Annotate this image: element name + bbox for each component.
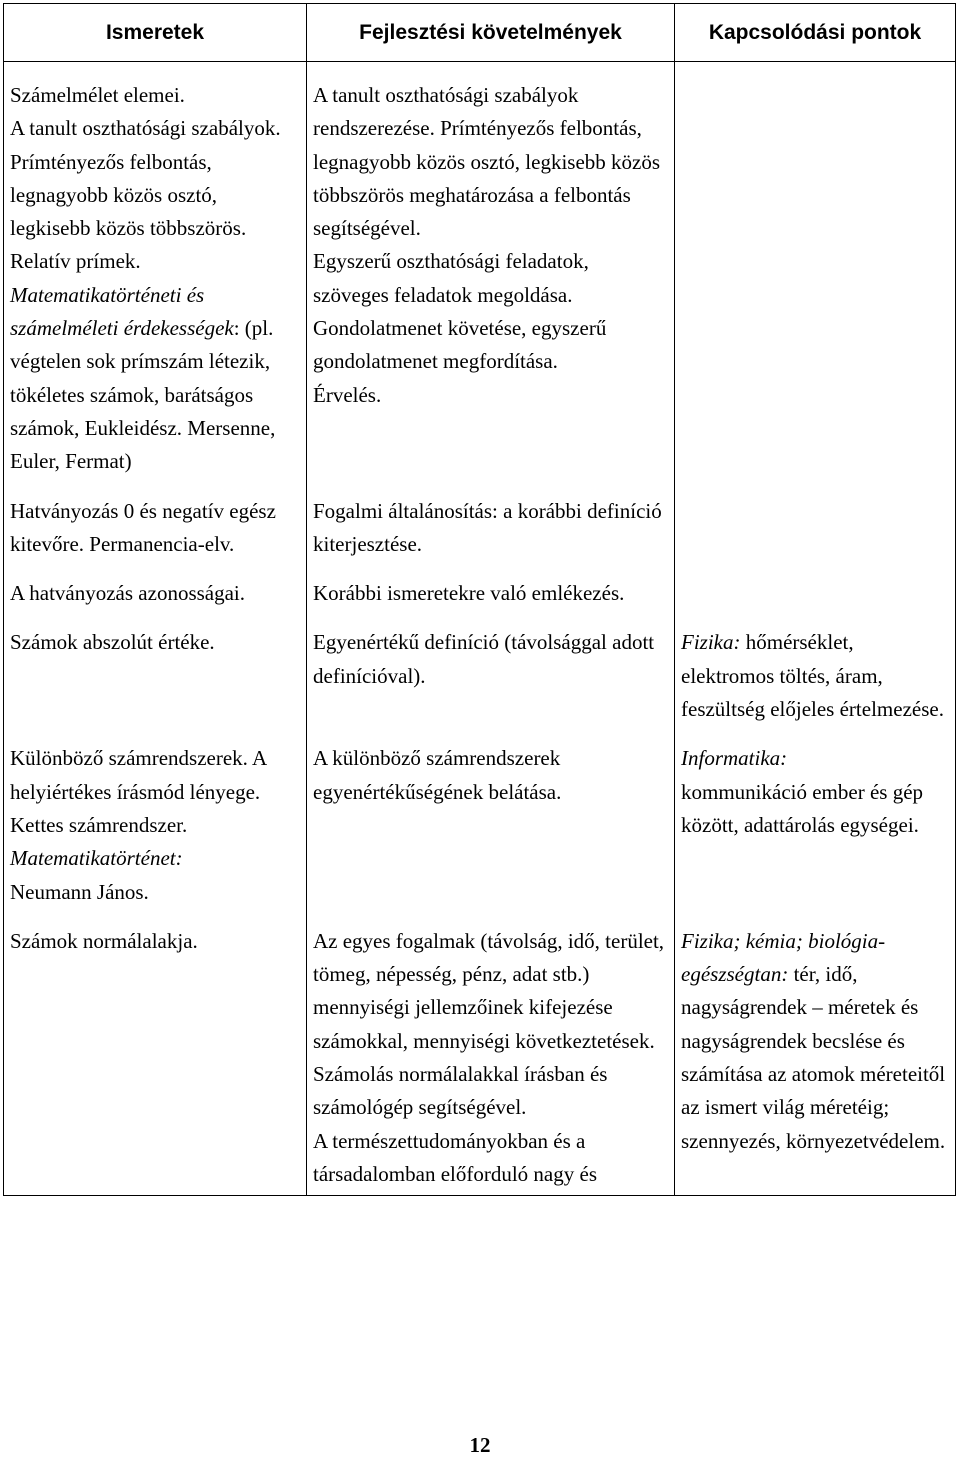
header-fejlesztesi-kovetelmenyek: Fejlesztési követelmények bbox=[307, 4, 675, 62]
cell-text-tail: tér, idő, nagyságrendek – méretek és nagyságrendek becslése és számítása az atomok méreteitől az ismert világ méretéig; szennyezés, környezetvédelem. bbox=[681, 962, 946, 1153]
cell-text: Fogalmi általánosítás: a korábbi definíció kiterjesztése. bbox=[313, 498, 662, 556]
fejlesztesi-cell bbox=[307, 726, 675, 908]
cell-text: Korábbi ismeretekre való emlékezés. bbox=[313, 581, 625, 606]
ismeretek-cell bbox=[4, 561, 307, 610]
topic-italic: Matematikatörténet: bbox=[10, 846, 183, 871]
cell-text-tail: hőmérséklet, elektromos töltés, áram, feszültség előjeles értelmezése. bbox=[681, 630, 944, 722]
table-row bbox=[4, 561, 956, 610]
table-row bbox=[4, 610, 956, 726]
cell-text: Neumann János. bbox=[10, 879, 149, 904]
cell-text: kommunikáció ember és gép között, adattárolás egységei. bbox=[681, 779, 924, 837]
cell-text: Gondolatmenet követése, egyszerű gondolatmenet megfordítása. bbox=[313, 316, 607, 374]
cell-text: Számok normálalakja. bbox=[10, 928, 198, 953]
topic-italic: Matematikatörténeti és számelméleti érdekességek bbox=[10, 282, 234, 341]
kapcsolodasi-cell bbox=[675, 726, 956, 908]
ismeretek-cell bbox=[4, 726, 307, 908]
cell-text: Egyszerű oszthatósági feladatok, szöveges feladatok megoldása. bbox=[313, 249, 589, 307]
cell-text bbox=[10, 842, 300, 875]
header-row bbox=[4, 4, 956, 62]
kapcsolodasi-cell bbox=[675, 561, 956, 610]
cell-text-tail: : (pl. végtelen sok prímszám létezik, tökéletes számok, barátságos számok, Eukleidész. Mersenne, Euler, Fermat) bbox=[10, 316, 276, 474]
cell-text bbox=[10, 279, 300, 479]
page-number: 12 bbox=[469, 1433, 491, 1457]
header-kapcsolodasi-pontok: Kapcsolódási pontok bbox=[675, 4, 956, 62]
ismeretek-cell bbox=[4, 479, 307, 562]
subject-label: Fizika: bbox=[681, 630, 741, 655]
fejlesztesi-cell bbox=[307, 909, 675, 1196]
kapcsolodasi-cell bbox=[675, 610, 956, 726]
fejlesztesi-cell bbox=[307, 561, 675, 610]
cell-text: Hatványozás 0 és negatív egész kitevőre. Permanencia-elv. bbox=[10, 498, 276, 556]
subject-label: Informatika: bbox=[681, 746, 788, 771]
cell-text: A tanult oszthatósági szabályok. Prímtényezős felbontás, legnagyobb közös osztó, legkisebb közös többszörös. Relatív prímek. bbox=[10, 116, 281, 274]
fejlesztesi-cell bbox=[307, 479, 675, 562]
curriculum-table bbox=[3, 3, 956, 1196]
cell-text: Számelmélet elemei. bbox=[10, 83, 185, 107]
table-row bbox=[4, 62, 956, 479]
fejlesztesi-cell bbox=[307, 610, 675, 726]
cell-text: Különböző számrendszerek. A helyiértékes írásmód lényege. Kettes számrendszer. bbox=[10, 746, 267, 837]
cell-text: Egyenértékű definíció (távolsággal adott definícióval). bbox=[313, 630, 655, 688]
cell-text bbox=[681, 925, 949, 1158]
ismeretek-cell bbox=[4, 62, 307, 479]
kapcsolodasi-cell bbox=[675, 909, 956, 1196]
cell-text: A hatványozás azonosságai. bbox=[10, 581, 246, 606]
cell-text: A természettudományokban és a társadalomban előforduló nagy és bbox=[313, 1128, 597, 1186]
cell-text: Számok abszolút értéke. bbox=[10, 630, 215, 655]
kapcsolodasi-cell bbox=[675, 479, 956, 562]
cell-text bbox=[681, 626, 949, 726]
cell-text: A különböző számrendszerek egyenértékűségének belátása. bbox=[313, 746, 562, 804]
table-row bbox=[4, 909, 956, 1196]
table-row bbox=[4, 726, 956, 908]
cell-text: Érvelés. bbox=[313, 382, 382, 407]
table-row bbox=[4, 479, 956, 562]
cell-text: A tanult oszthatósági szabályok rendszerezése. Prímtényezős felbontás, legnagyobb közös osztó, legkisebb közös többszörös meghatározása a felbontás segítségével. bbox=[313, 83, 661, 241]
cell-text: Az egyes fogalmak (távolság, idő, terület, tömeg, népesség, pénz, adat stb.) mennyiségi jellemzőinek kifejezése számokkal, mennyiségi következtetések. Számolás normálalakkal írásban és számológép segítségével. bbox=[313, 928, 665, 1120]
header-ismeretek: Ismeretek bbox=[4, 4, 307, 62]
fejlesztesi-cell bbox=[307, 62, 675, 479]
cell-text bbox=[681, 742, 949, 775]
kapcsolodasi-cell bbox=[675, 62, 956, 479]
ismeretek-cell bbox=[4, 610, 307, 726]
subject-label: Fizika; kémia; biológia-egészségtan: bbox=[681, 928, 886, 987]
ismeretek-cell bbox=[4, 909, 307, 1196]
